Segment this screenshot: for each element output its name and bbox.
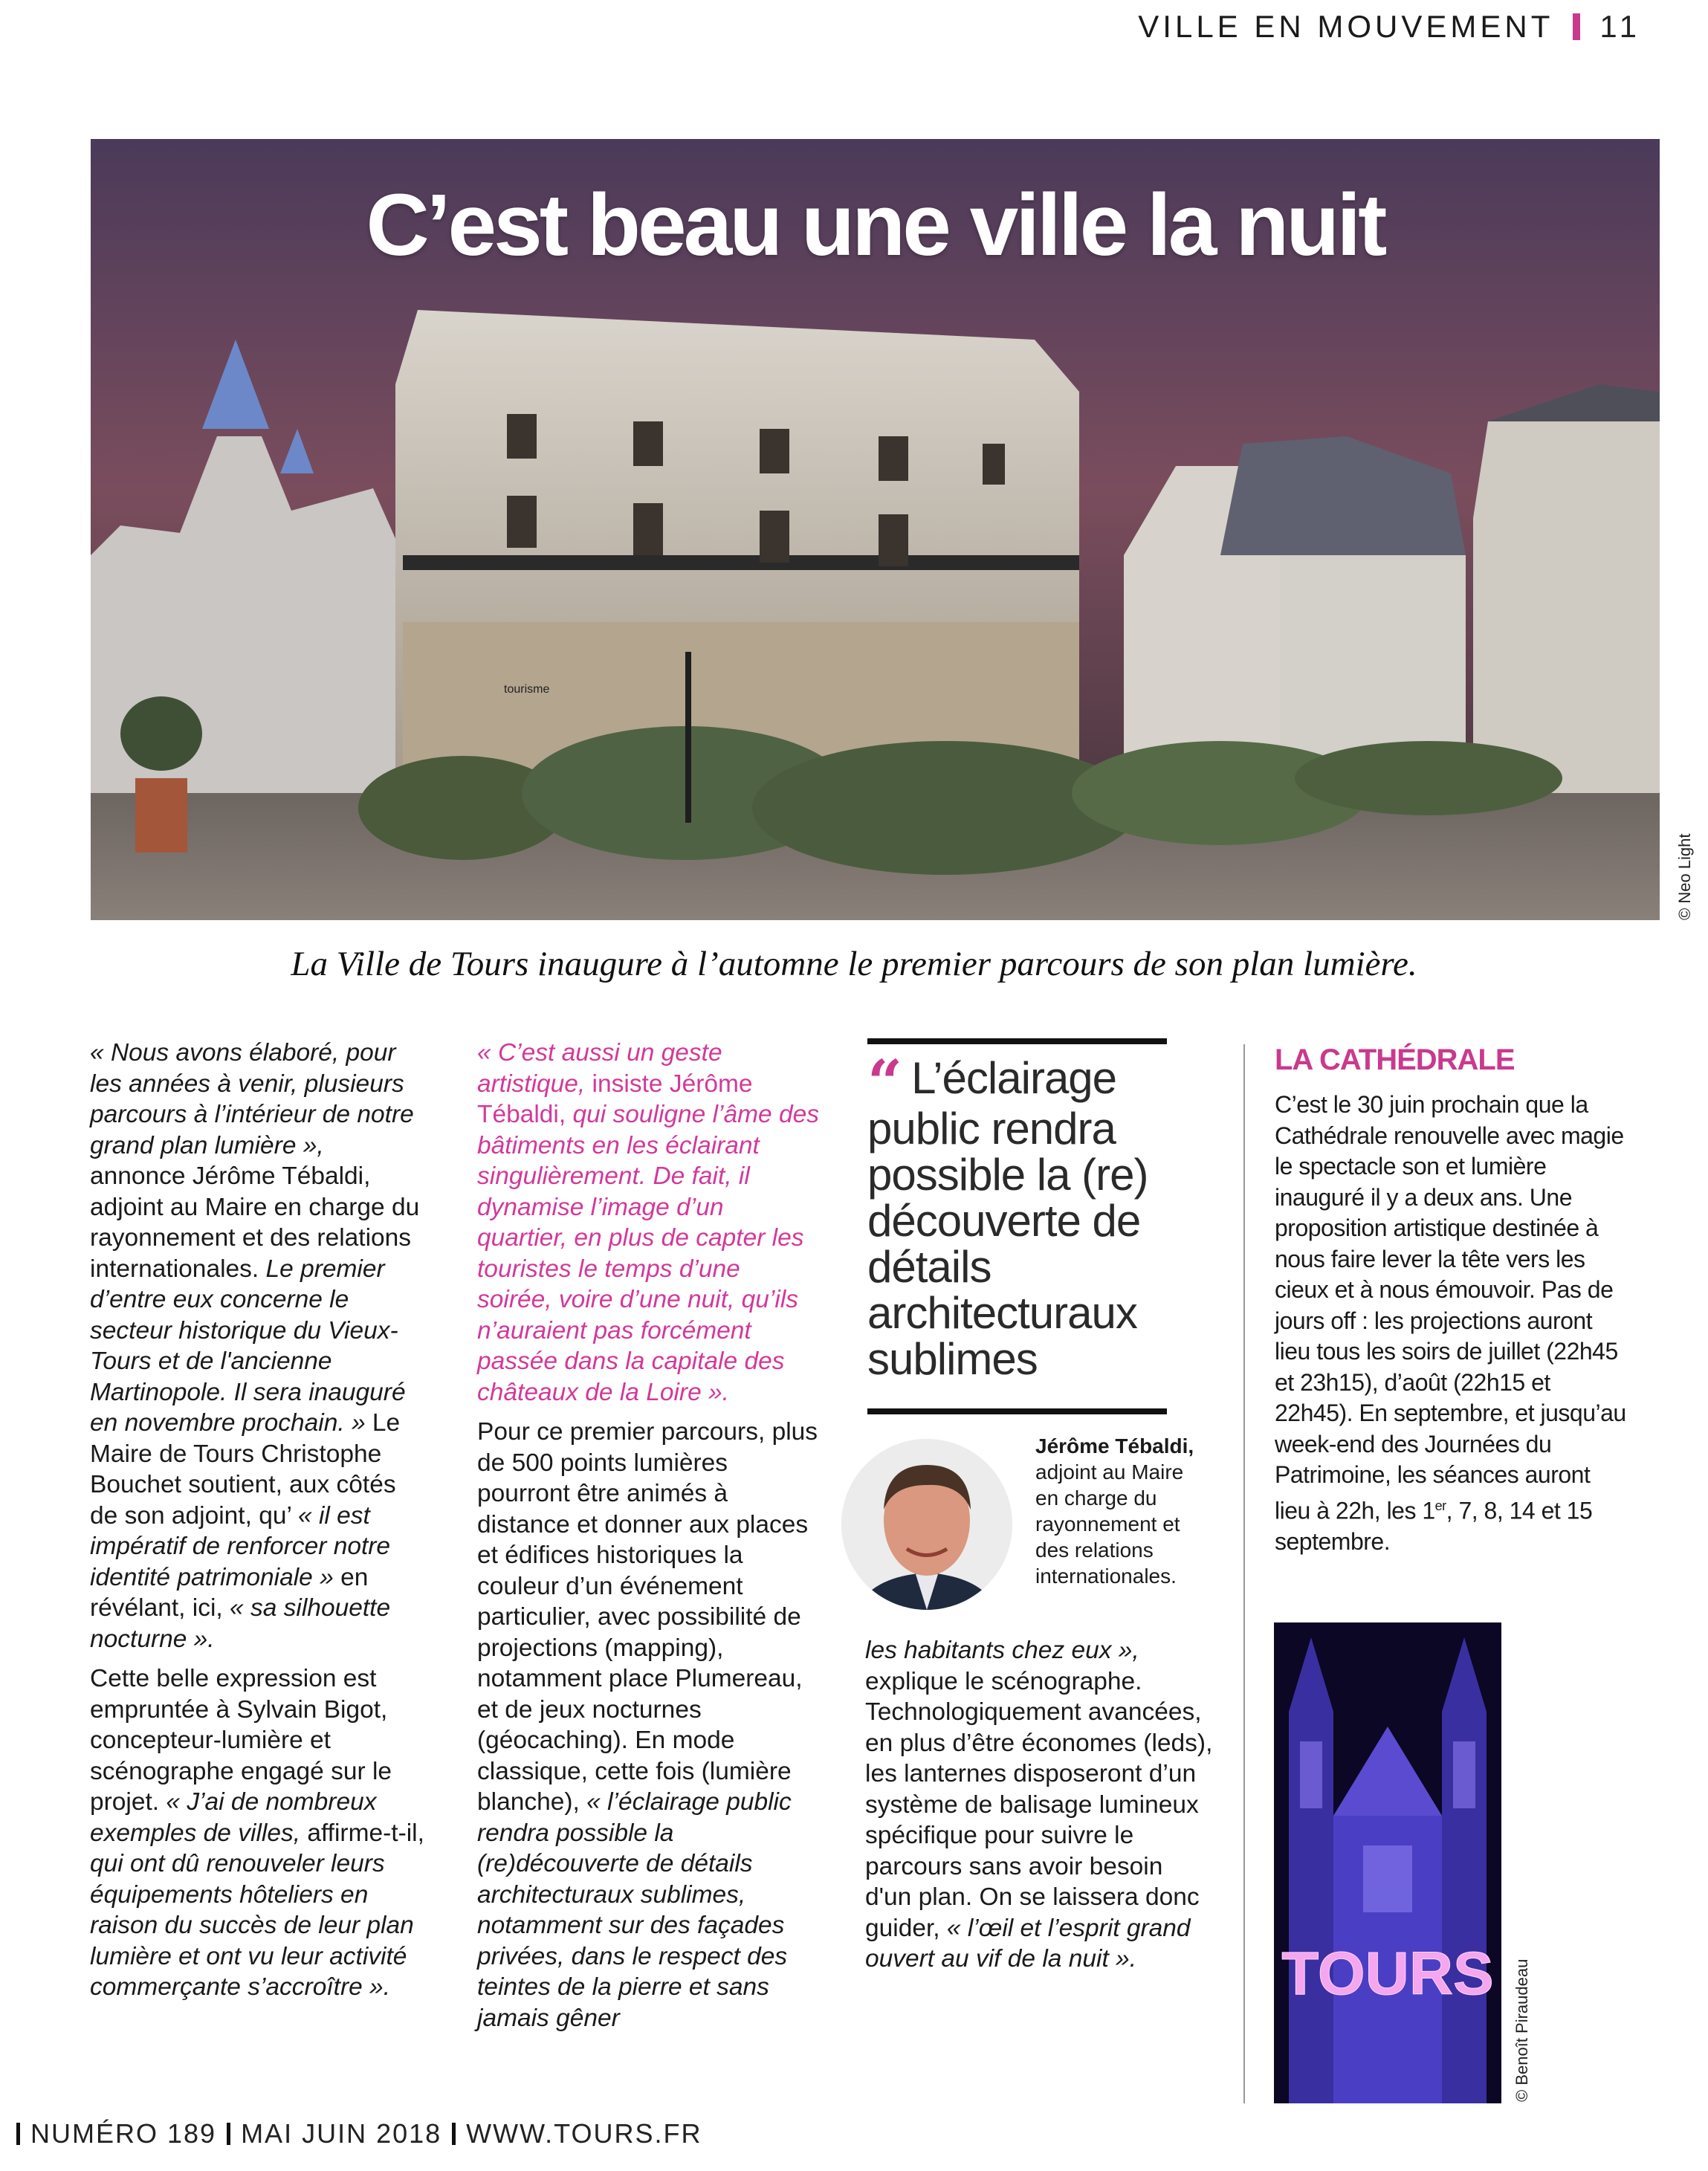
portrait-caption (1035, 1433, 1206, 1589)
paragraph (477, 1038, 819, 1408)
pullquote (867, 1047, 1202, 1384)
text-segment: « sa silhouette nocturne ». (90, 1594, 391, 1653)
article-column-1 (90, 1038, 424, 2012)
paragraph (90, 1663, 424, 2003)
footer-divider (227, 2123, 230, 2145)
text-segment: en révélant, ici, (90, 1563, 369, 1622)
shop-sign: tourisme (504, 683, 550, 696)
sidebar-heading: LA CATHÉDRALE (1275, 1044, 1515, 1076)
issue-date: MAI JUIN 2018 (241, 2118, 442, 2149)
footer-divider (16, 2123, 20, 2145)
website-link[interactable]: WWW.TOURS.FR (466, 2118, 702, 2149)
text-segment: « l’œil et l’esprit grand ouvert au vif de la nuit ». (865, 1914, 1191, 1973)
text-segment: « J’ai de nombreux exemples de villes, (90, 1788, 377, 1847)
text-segment: « C’est aussi un geste artistique, (477, 1039, 722, 1098)
column-divider (1243, 1044, 1245, 2103)
article-column-3 (865, 1635, 1214, 1984)
cathedral-photo-credit: © Benoît Piraudeau (1513, 1958, 1531, 2102)
text-segment: « Nous avons élaboré, pour les années à venir, plusieurs parcours à l’intérieur de notre grand plan lumière », (90, 1039, 414, 1159)
text-segment: explique le scénographe. Technologiquement avancées, en plus d’être économes (leds), les lanternes disposeront d’un système de balisage lumineux spécifique pour suivre le parcours sans avoir besoin d'un plan. On se laissera donc guider, (865, 1667, 1213, 1942)
text-segment: Cette belle expression est empruntée à Sylvain Bigot, concepteur-lumière et scénographe engagé sur le projet. (90, 1665, 392, 1816)
cathedral-illustration (1274, 1622, 1501, 2103)
text-segment: Le Maire de Tours Christophe Bouchet soutient, aux côtés de son adjoint, qu’ (90, 1409, 401, 1530)
article-column-2 (477, 1038, 819, 2042)
sidebar-text-main: C’est le 30 juin prochain que la Cathédrale renouvelle avec magie le spectacle son et lumière inauguré il y a deux ans. Une proposition artistique destinée à nous faire lever la tête vers les cieux et à nous émouvoir. Pas de jours off : les projections auront lieu tous les soirs de juillet (22h45 et 23h15), d’août (22h15 et 22h45). En septembre, et jusqu’au week-end des Journées du Patrimoine, les séances auront lieu à 22h, les 1 (1275, 1091, 1626, 1524)
sidebar-text-end: , 7, 8, 14 et 15 septembre. (1275, 1497, 1593, 1555)
section-title: VILLE EN MOUVEMENT (1138, 9, 1554, 44)
article-title: C’est beau une ville la nuit (366, 176, 1385, 274)
ordinal-suffix: er (1434, 1498, 1446, 1513)
sidebar-text (1275, 1090, 1631, 1557)
page-number: 11 (1599, 9, 1641, 44)
pullquote-bottom-rule (867, 1408, 1167, 1414)
footer-divider (452, 2123, 456, 2145)
page-footer (16, 2118, 702, 2149)
portrait-photo (841, 1439, 1012, 1610)
section-header (1138, 9, 1641, 45)
paragraph (90, 1038, 424, 1654)
text-segment: annonce Jérôme Tébaldi, adjoint au Maire en charge du rayonnement et des relations internationales. (90, 1162, 420, 1283)
photo-caption: La Ville de Tours inaugure à l’automne le premier parcours de son plan lumière. (291, 945, 1417, 983)
quote-mark-icon: “ (867, 1047, 897, 1119)
person-portrait-icon (841, 1439, 1012, 1610)
paragraph (865, 1635, 1214, 1975)
pullquote-top-rule (867, 1038, 1167, 1044)
issue-number: NUMÉRO 189 (30, 2118, 217, 2149)
text-segment: les habitants chez eux », (865, 1637, 1139, 1664)
hero-photo (91, 139, 1660, 920)
header-divider (1573, 13, 1580, 40)
text-segment: qui souligne l’âme des bâtiments en les éclairant singulièrement. De fait, il dynamise l’image d’un quartier, en plus de capter les touristes le temps d’une soirée, voire d’une nuit, qu’ils n’auraient pas forcément passée dans la capitale des châteaux de la Loire ». (477, 1101, 819, 1406)
person-name: Jérôme Tébaldi, (1035, 1434, 1194, 1457)
text-segment: insiste Jérôme Tébaldi, (477, 1070, 753, 1128)
text-segment: affirme-t-il, (300, 1819, 424, 1847)
cathedral-photo (1274, 1622, 1501, 2103)
pullquote-text: L’éclairage public rendra possible la (re) découverte de détails architecturaux sublimes (867, 1053, 1148, 1384)
text-segment: qui ont dû renouveler leurs équipements hôteliers en raison du succès de leur plan lumière et ont vu leur activité commerçante s’accroître ». (90, 1850, 414, 2001)
person-role: adjoint au Maire en charge du rayonnement et des relations internationales. (1035, 1460, 1184, 1588)
text-segment: Le premier d’entre eux concerne le secteur historique du Vieux-Tours et de l'ancienne Martinopole. Il sera inauguré en novembre prochain. » (90, 1255, 406, 1437)
text-segment: Pour ce premier parcours, plus de 500 points lumières pourront être animés à distance et donner aux places et édifices historiques la couleur d’un événement particulier, avec possibilité de projections (mapping), notamment place Plumereau, et de jeux nocturnes (géocaching). En mode classique, cette fois (lumière blanche), (477, 1418, 818, 1816)
projected-tours-text: TOURS (1281, 1940, 1494, 2007)
photo-credit: © Neo Light (1675, 833, 1694, 920)
paragraph (477, 1417, 819, 2034)
text-segment: « l’éclairage public rendra possible la (re)découverte de détails architecturaux sublimes, notamment sur des façades privées, dans le respect des teintes de la pierre et sans jamais gêner (477, 1788, 792, 2032)
text-segment: « il est impératif de renforcer notre identité patrimoniale » (90, 1501, 391, 1591)
